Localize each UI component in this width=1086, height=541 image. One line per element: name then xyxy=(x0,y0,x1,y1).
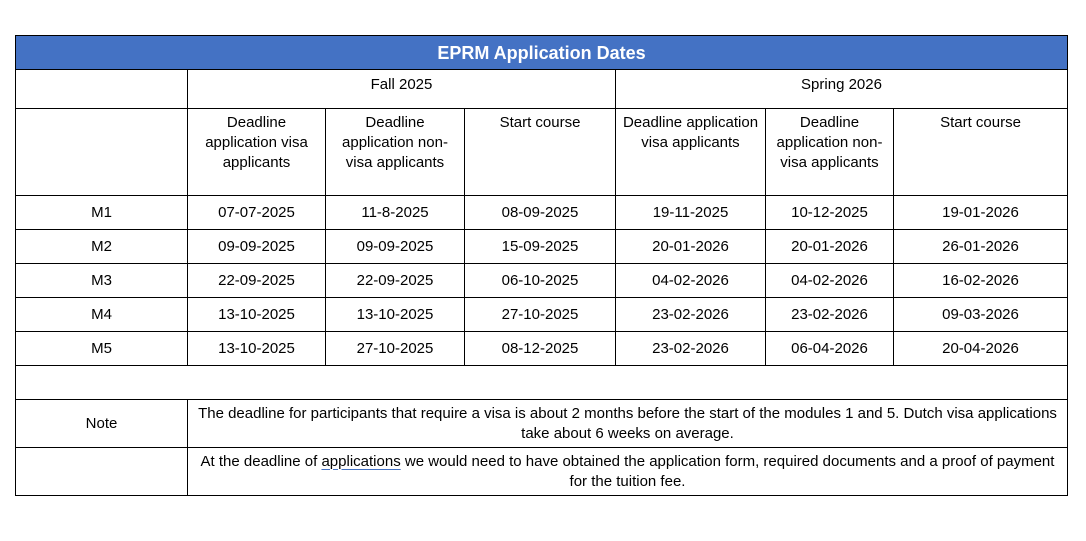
spellcheck-underlined-word: applications xyxy=(321,452,401,470)
note-text-visa: The deadline for participants that require a visa is about 2 months before the start of the modules 1 and 5. Dutch visa applications take about 6 weeks on average. xyxy=(188,400,1068,448)
note-text-deadline xyxy=(188,448,1068,496)
date-cell: 09-09-2025 xyxy=(326,230,465,264)
date-cell: 27-10-2025 xyxy=(465,298,616,332)
table-row xyxy=(16,230,1068,264)
table-title: EPRM Application Dates xyxy=(16,36,1068,70)
date-cell: 22-09-2025 xyxy=(326,264,465,298)
date-cell: 13-10-2025 xyxy=(188,332,326,366)
date-cell: 10-12-2025 xyxy=(766,196,894,230)
column-header: Start course xyxy=(465,109,616,196)
module-label: M2 xyxy=(16,230,188,264)
note-empty-cell xyxy=(16,448,188,496)
date-cell: 16-02-2026 xyxy=(894,264,1068,298)
empty-corner-cell xyxy=(16,70,188,109)
date-cell: 13-10-2025 xyxy=(326,298,465,332)
date-cell: 04-02-2026 xyxy=(766,264,894,298)
table-row xyxy=(16,196,1068,230)
module-label: M4 xyxy=(16,298,188,332)
application-dates-table xyxy=(15,35,1068,496)
semester-fall-header: Fall 2025 xyxy=(188,70,616,109)
date-cell: 20-01-2026 xyxy=(766,230,894,264)
module-label: M3 xyxy=(16,264,188,298)
date-cell: 19-11-2025 xyxy=(616,196,766,230)
date-cell: 08-12-2025 xyxy=(465,332,616,366)
date-cell: 26-01-2026 xyxy=(894,230,1068,264)
column-header: Deadline application non-visa applicants xyxy=(326,109,465,196)
date-cell: 06-10-2025 xyxy=(465,264,616,298)
module-rows xyxy=(16,196,1068,366)
date-cell: 27-10-2025 xyxy=(326,332,465,366)
module-label: M1 xyxy=(16,196,188,230)
blank-spacer-row xyxy=(16,366,1068,400)
table-row xyxy=(16,332,1068,366)
date-cell: 07-07-2025 xyxy=(188,196,326,230)
note-label: Note xyxy=(16,400,188,448)
table-row xyxy=(16,264,1068,298)
date-cell: 15-09-2025 xyxy=(465,230,616,264)
semester-spring-header: Spring 2026 xyxy=(616,70,1068,109)
date-cell: 11-8-2025 xyxy=(326,196,465,230)
date-cell: 22-09-2025 xyxy=(188,264,326,298)
date-cell: 23-02-2026 xyxy=(766,298,894,332)
date-cell: 13-10-2025 xyxy=(188,298,326,332)
empty-header-cell xyxy=(16,109,188,196)
note-text-part: we would need to have obtained the application form, required documents and a proof of payment for the tuition fee. xyxy=(400,452,1055,490)
date-cell: 09-09-2025 xyxy=(188,230,326,264)
date-cell: 23-02-2026 xyxy=(616,332,766,366)
column-header: Deadline application visa applicants xyxy=(188,109,326,196)
table-row xyxy=(16,298,1068,332)
column-header: Deadline application visa applicants xyxy=(616,109,766,196)
module-label: M5 xyxy=(16,332,188,366)
column-header: Start course xyxy=(894,109,1068,196)
date-cell: 23-02-2026 xyxy=(616,298,766,332)
date-cell: 20-04-2026 xyxy=(894,332,1068,366)
date-cell: 04-02-2026 xyxy=(616,264,766,298)
note-text-part: At the deadline of xyxy=(200,452,322,470)
date-cell: 20-01-2026 xyxy=(616,230,766,264)
date-cell: 19-01-2026 xyxy=(894,196,1068,230)
date-cell: 09-03-2026 xyxy=(894,298,1068,332)
column-header: Deadline application non-visa applicants xyxy=(766,109,894,196)
date-cell: 08-09-2025 xyxy=(465,196,616,230)
date-cell: 06-04-2026 xyxy=(766,332,894,366)
